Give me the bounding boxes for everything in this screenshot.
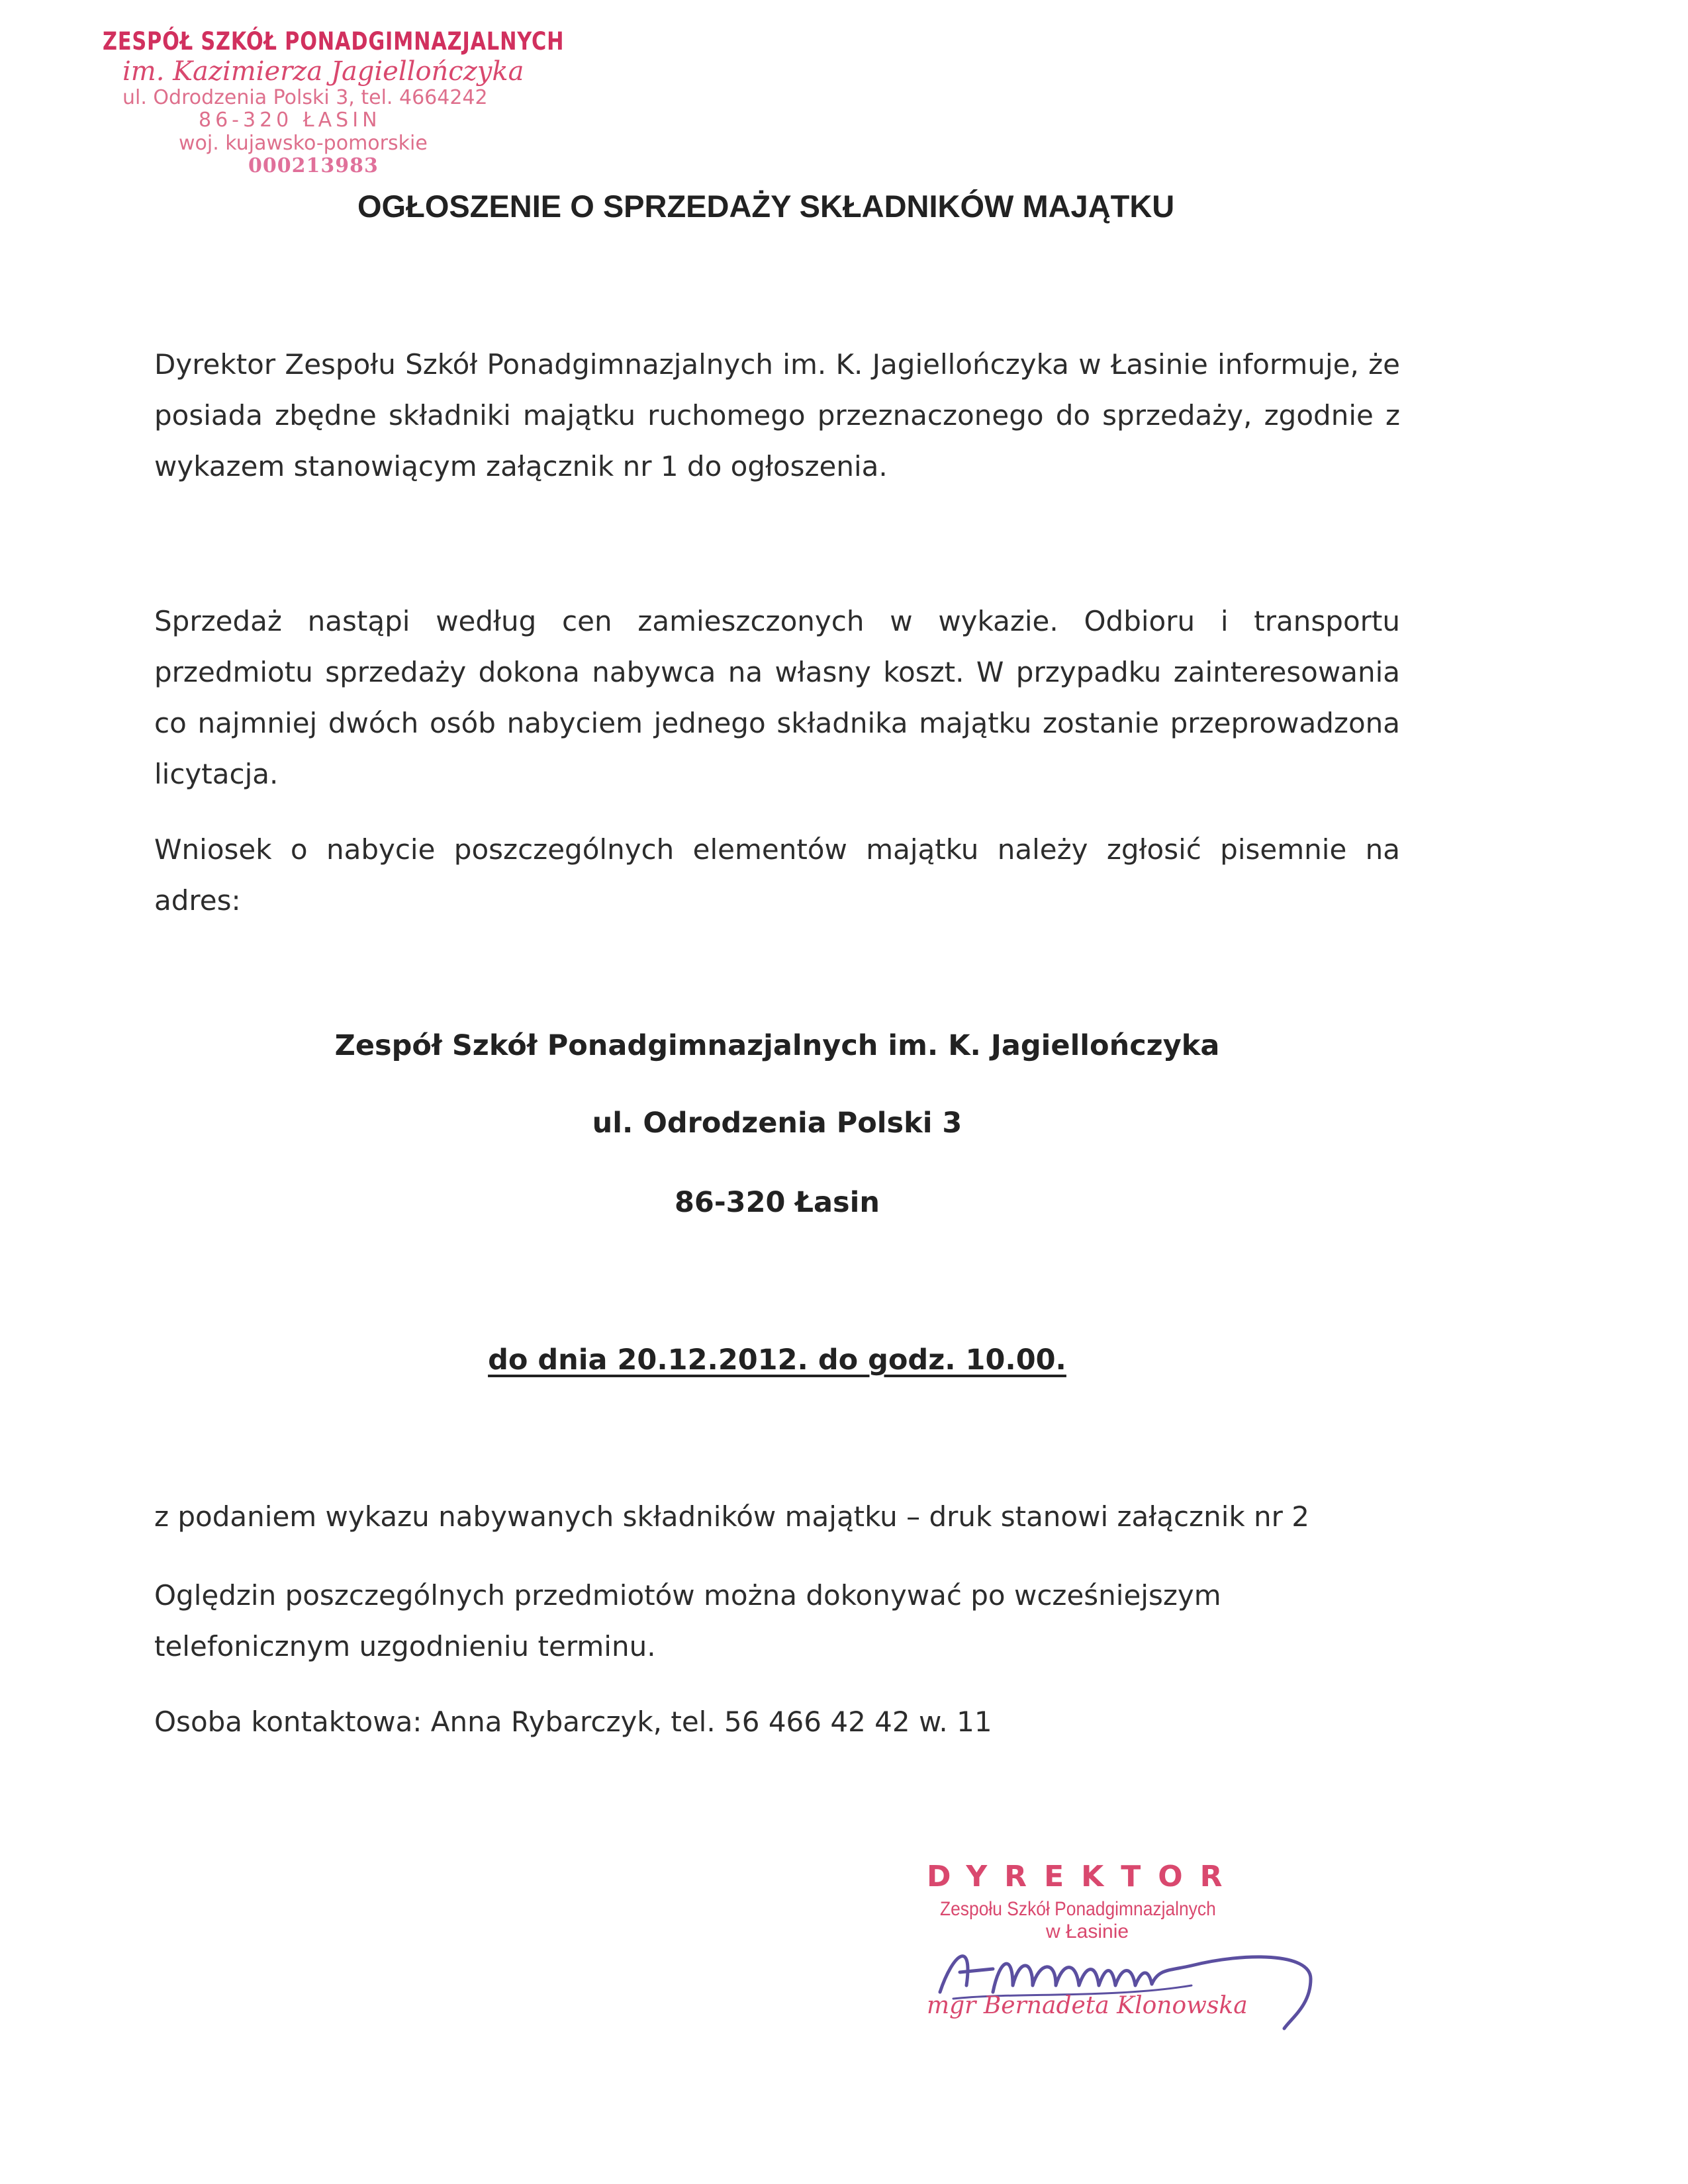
- stamp-postal-city: 86-320 ŁASIN: [199, 109, 381, 132]
- director-signature-stamp: [914, 1860, 1337, 2058]
- contact-person: Osoba kontaktowa: Anna Rybarczyk, tel. 56 466 42 42 w. 11: [154, 1706, 992, 1738]
- application-paragraph: [154, 824, 1400, 926]
- application-text: Wniosek o nabycie poszczególnych elementów majątku należy zgłosić pisemnie na adres:: [154, 833, 1400, 917]
- address-city: 86-320 Łasin: [675, 1186, 880, 1219]
- signature-stamp-town: w Łasinie: [1046, 1921, 1129, 1942]
- address-name: Zespół Szkół Ponadgimnazjalnych im. K. Jagiellończyka: [334, 1029, 1220, 1062]
- school-header-stamp: [103, 27, 565, 178]
- inspection-note: Oględzin poszczególnych przedmiotów można dokonywać po wcześniejszym telefonicznym uzgodnieniu terminu.: [154, 1579, 1221, 1662]
- attachment-note: z podaniem wykazu nabywanych składników majątku – druk stanowi załącznik nr 2: [154, 1500, 1310, 1533]
- intro-text: Dyrektor Zespołu Szkół Ponadgimnazjalnych im. K. Jagiellończyka w Łasinie informuje, że posiada zbędne składniki majątku ruchomego przeznaczonego do sprzedaży, zgodnie z wykazem stanowiącym załącznik nr 1 do ogłoszenia.: [154, 348, 1400, 482]
- signature-stamp-name: mgr Bernadeta Klonowska: [927, 1992, 1248, 2019]
- deadline-text: do dnia 20.12.2012. do godz. 10.00.: [488, 1343, 1066, 1377]
- stamp-patron: im. Kazimierza Jagiellończyka: [122, 56, 524, 87]
- address-street: ul. Odrodzenia Polski 3: [592, 1107, 962, 1140]
- signature-stamp-title: DYREKTOR: [927, 1860, 1240, 1893]
- stamp-school-name: ZESPÓŁ SZKÓŁ PONADGIMNAZJALNYCH: [103, 27, 565, 56]
- stamp-address: ul. Odrodzenia Polski 3, tel. 4664242: [122, 85, 488, 109]
- sale-text: Sprzedaż nastąpi według cen zamieszczonych w wykazie. Odbioru i transportu przedmiotu sprzedaży dokona nabywca na własny koszt. W przypadku zainteresowania co najmniej dwóch osób nabyciem jednego składnika majątku zostanie przeprowadzona licytacja.: [154, 605, 1400, 790]
- document-title: OGŁOSZENIE O SPRZEDAŻY SKŁADNIKÓW MAJĄTKU: [357, 189, 1175, 224]
- signature-stamp-org: Zespołu Szkół Ponadgimnazjalnych: [940, 1898, 1216, 1920]
- sale-paragraph: [154, 596, 1400, 799]
- deadline: [154, 1343, 1400, 1377]
- stamp-region: woj. kujawsko-pomorskie: [179, 131, 428, 155]
- intro-paragraph: [154, 339, 1400, 492]
- stamp-regon: 000213983: [248, 154, 379, 178]
